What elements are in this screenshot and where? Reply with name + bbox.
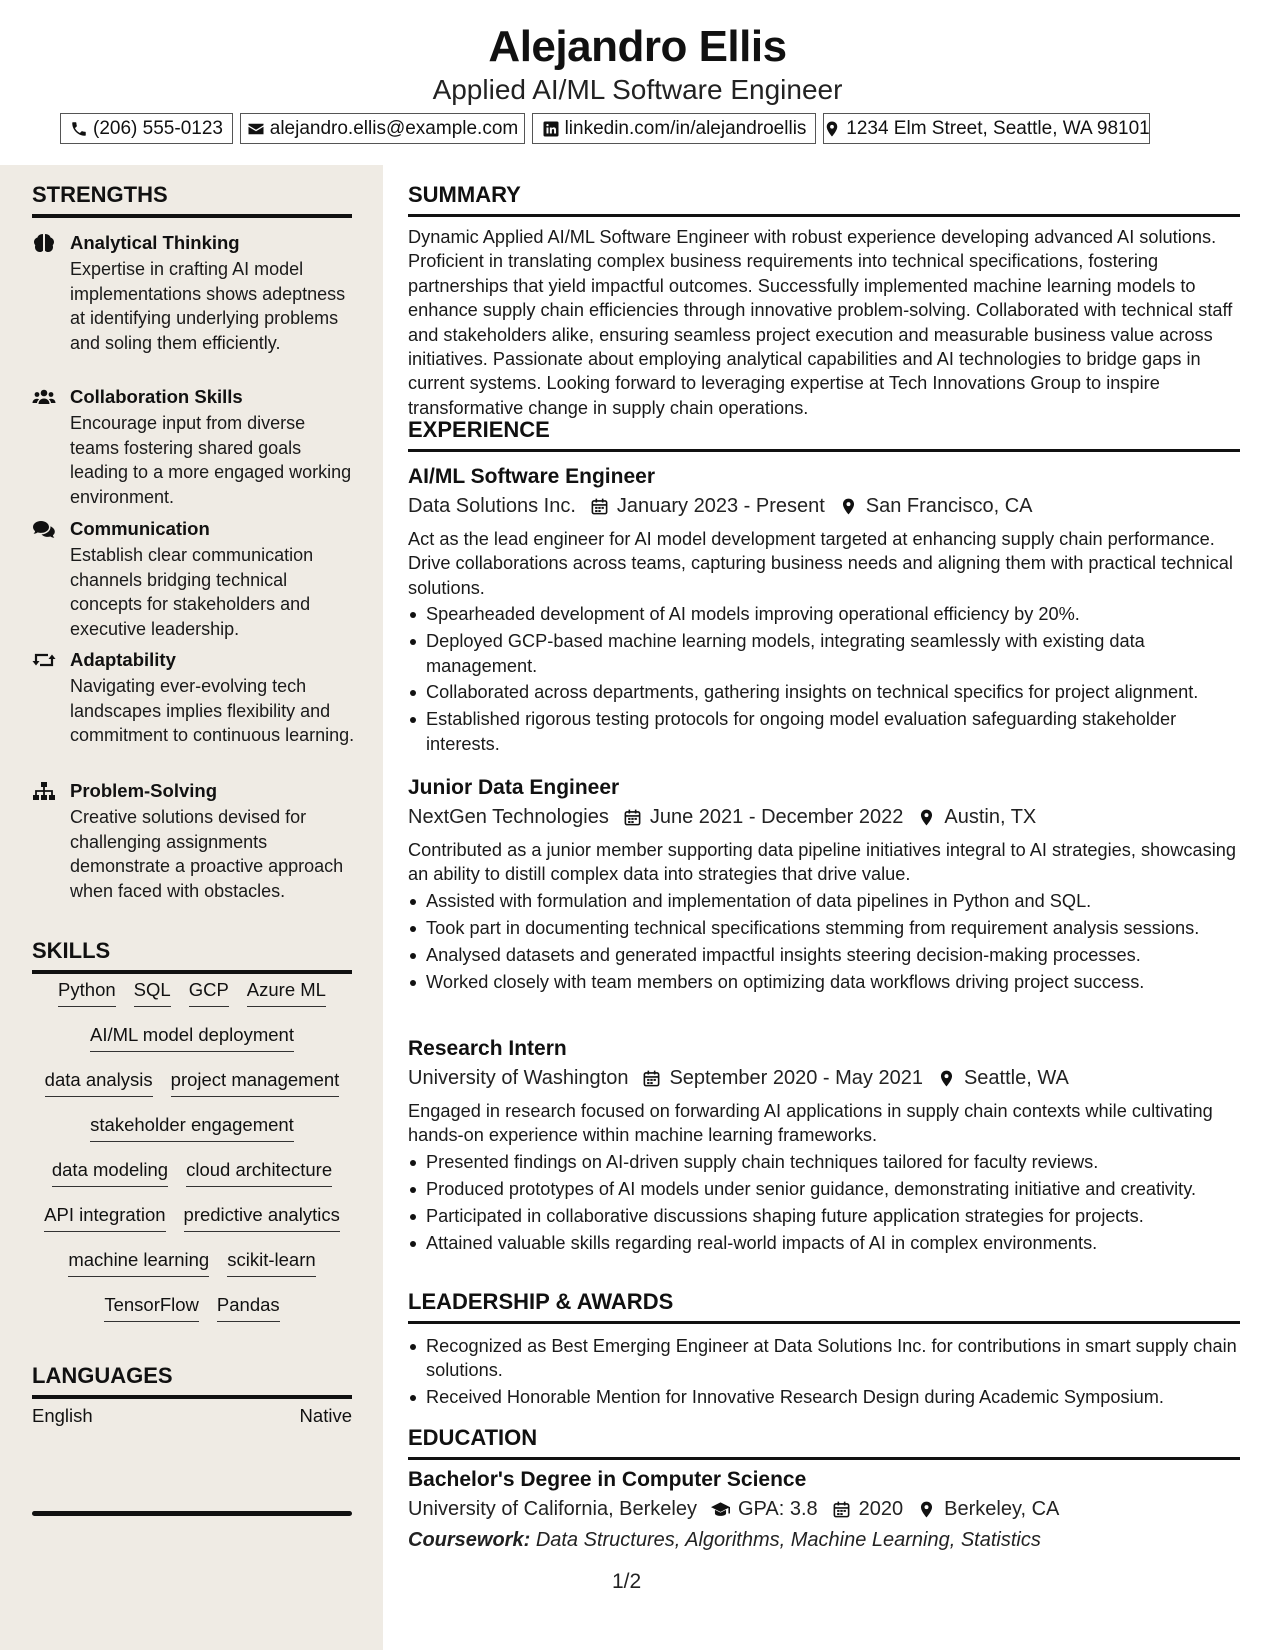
job-location: San Francisco, CA <box>865 495 1033 517</box>
job-meta <box>408 1063 1240 1093</box>
skill-tag: Python <box>58 978 116 1007</box>
skill-tag: project management <box>171 1068 340 1097</box>
sidebar <box>0 165 383 1650</box>
job-location: Seattle, WA <box>963 1067 1069 1089</box>
linkedin-text: linkedin.com/in/alejandroellis <box>564 117 807 139</box>
coursework-list: Data Structures, Algorithms, Machine Learning, Statistics <box>535 1529 1041 1551</box>
education-rule <box>408 1457 1240 1460</box>
map-marker-icon <box>917 808 936 827</box>
skills-section <box>32 936 352 974</box>
skill-tag: data analysis <box>45 1068 153 1097</box>
skill-tag: AI/ML model deployment <box>90 1023 294 1052</box>
job-title: Junior Data Engineer <box>408 776 620 799</box>
contact-phone[interactable] <box>60 113 233 144</box>
award-item: Recognized as Best Emerging Engineer at Data Solutions Inc. for contributions in smart supply chain solutions. <box>408 1334 1240 1383</box>
job-bullet: Attained valuable skills regarding real-world impacts of AI in complex environments. <box>408 1231 1240 1255</box>
job-dates: September 2020 - May 2021 <box>669 1067 923 1089</box>
skills-row <box>32 1113 352 1142</box>
map-marker-icon <box>839 497 858 516</box>
skill-tag: predictive analytics <box>184 1203 340 1232</box>
map-marker-icon <box>937 1069 956 1088</box>
strength-desc: Establish clear communication channels bridging technical concepts for stakeholders and executive leadership. <box>70 545 314 639</box>
strength-item <box>32 517 352 637</box>
job-bullet: Produced prototypes of AI models under senior guidance, demonstrating initiative and creativity. <box>408 1177 1240 1201</box>
job-entry <box>408 463 1240 759</box>
skills-row <box>32 1068 352 1097</box>
job-entry <box>408 774 1240 996</box>
job-company: Data Solutions Inc. <box>408 495 576 517</box>
phone-icon <box>70 120 88 138</box>
awards-section <box>408 1287 1240 1412</box>
education-meta <box>408 1494 1240 1524</box>
job-bullet: Participated in collaborative discussions shaping future application strategies for projects. <box>408 1204 1240 1228</box>
calendar-icon <box>590 497 609 516</box>
strength-desc: Expertise in crafting AI model implementations shows adeptness at identifying underlying problems and soling them efficiently. <box>70 259 346 353</box>
envelope-icon <box>247 120 265 138</box>
degree-title: Bachelor's Degree in Computer Science <box>408 1468 807 1491</box>
languages-rule <box>32 1395 352 1399</box>
job-bullet: Presented findings on AI-driven supply chain techniques tailored for faculty reviews. <box>408 1150 1240 1174</box>
summary-text: Dynamic Applied AI/ML Software Engineer with robust experience developing advanced AI solutions. Proficient in translating complex business requirements into technical specifications, fostering partnerships that yield impactful outcomes. Successfully implemented machine learning models to enhance supply chain efficiencies through innovative problem-solving. Collaborated with technical staff and stakeholders alike, ensuring seamless project execution and measurable business value across initiatives. Passionate about employing analytical capabilities and AI technologies to bridge gaps in current systems. Looking forward to leveraging expertise at Tech Innovations Group to inspire transformative change in supply chain operations. <box>408 227 1233 418</box>
summary-rule <box>408 214 1240 217</box>
job-description: Act as the lead engineer for AI model development targeted at enhancing supply chain performance. Drive collaborations across teams, capturing business needs and aligning them with practical technical solutions. <box>408 529 1233 598</box>
email-text: alejandro.ellis@example.com <box>269 117 519 139</box>
gpa: GPA: 3.8 <box>738 1498 818 1520</box>
strengths-rule <box>32 214 352 218</box>
skill-tag: stakeholder engagement <box>90 1113 294 1142</box>
job-title: AI/ML Software Engineer <box>408 465 655 488</box>
users-icon <box>32 387 56 407</box>
skills-row <box>32 978 352 1007</box>
strength-title: Collaboration Skills <box>70 386 243 407</box>
comments-icon <box>32 519 56 539</box>
school-location: Berkeley, CA <box>944 1498 1060 1520</box>
phone-text: (206) 555-0123 <box>93 117 223 139</box>
skill-tag: SQL <box>134 978 171 1007</box>
awards-rule <box>408 1321 1240 1324</box>
job-bullet: Worked closely with team members on optimizing data workflows driving project success. <box>408 970 1240 994</box>
map-marker-icon <box>823 120 841 138</box>
job-bullet: Deployed GCP-based machine learning models, integrating seamlessly with existing data management. <box>408 629 1240 678</box>
awards-title: LEADERSHIP & AWARDS <box>408 1289 674 1314</box>
job-bullets <box>408 889 1240 994</box>
linkedin-icon <box>542 120 560 138</box>
job-company: NextGen Technologies <box>408 806 609 828</box>
coursework <box>408 1526 1240 1554</box>
job-company: University of Washington <box>408 1067 629 1089</box>
coursework-label: Coursework: <box>408 1529 531 1551</box>
job-bullets <box>408 602 1240 756</box>
languages-title: LANGUAGES <box>32 1363 173 1388</box>
calendar-icon <box>832 1500 851 1519</box>
strengths-title: STRENGTHS <box>32 182 168 207</box>
job-bullet: Spearheaded development of AI models improving operational efficiency by 20%. <box>408 602 1240 626</box>
award-item: Received Honorable Mention for Innovative Research Design during Academic Symposium. <box>408 1385 1240 1409</box>
contact-linkedin[interactable] <box>532 113 816 144</box>
skills-rule <box>32 970 352 974</box>
strength-item <box>32 231 352 371</box>
strength-item <box>32 648 355 768</box>
education-title: EDUCATION <box>408 1425 538 1450</box>
strength-title: Problem-Solving <box>70 780 217 801</box>
strengths-section <box>32 180 352 218</box>
skills-row <box>32 1293 352 1322</box>
skills-row <box>32 1203 352 1232</box>
strength-desc: Creative solutions devised for challenging assignments demonstrate a proactive approach when faced with obstacles. <box>70 807 344 901</box>
contact-address <box>823 113 1150 144</box>
experience-title: EXPERIENCE <box>408 417 550 442</box>
skill-tag: GCP <box>189 978 229 1007</box>
job-title: Research Intern <box>408 1037 567 1060</box>
candidate-role: Applied AI/ML Software Engineer <box>432 74 843 105</box>
skills-row <box>32 1023 352 1052</box>
job-bullet: Established rigorous testing protocols for ongoing model evaluation safeguarding stakeholder interests. <box>408 707 1240 756</box>
language-level-bar <box>32 1511 352 1516</box>
skill-tag: machine learning <box>68 1248 209 1277</box>
skill-tag: Pandas <box>217 1293 280 1322</box>
job-dates: June 2021 - December 2022 <box>649 806 904 828</box>
sitemap-icon <box>32 781 56 801</box>
address-text: 1234 Elm Street, Seattle, WA 98101 <box>846 117 1150 139</box>
brain-icon <box>32 233 56 253</box>
skills-row <box>32 1158 352 1187</box>
skill-tag: TensorFlow <box>104 1293 199 1322</box>
retweet-icon <box>32 650 56 670</box>
job-bullet: Assisted with formulation and implementation of data pipelines in Python and SQL. <box>408 889 1240 913</box>
strength-item <box>32 385 352 505</box>
summary-title: SUMMARY <box>408 182 521 207</box>
education-section <box>408 1423 1240 1554</box>
job-bullets <box>408 1150 1240 1255</box>
contact-bar <box>60 113 1210 145</box>
language-name: English <box>32 1405 93 1426</box>
page-number: 1/2 <box>612 1570 642 1593</box>
contact-email[interactable] <box>240 113 525 144</box>
resume-header <box>0 0 1275 165</box>
strength-item <box>32 779 352 919</box>
map-marker-icon <box>917 1500 936 1519</box>
job-description: Engaged in research focused on forwarding AI applications in supply chain contexts while cultivating hands-on experience within machine learning frameworks. <box>408 1101 1213 1146</box>
graduation-cap-icon <box>711 1500 730 1519</box>
calendar-icon <box>642 1069 661 1088</box>
job-bullet: Analysed datasets and generated impactful insights steering decision-making processes. <box>408 943 1240 967</box>
graduation-year: 2020 <box>858 1498 904 1520</box>
strength-title: Communication <box>70 518 210 539</box>
awards-list <box>408 1334 1240 1410</box>
job-meta <box>408 491 1240 521</box>
summary-section <box>408 180 1240 420</box>
strength-desc: Encourage input from diverse teams fostering shared goals leading to a more engaged working environment. <box>70 413 352 507</box>
job-meta <box>408 802 1240 832</box>
job-bullet: Took part in documenting technical specifications stemming from requirement analysis sessions. <box>408 916 1240 940</box>
candidate-name: Alejandro Ellis <box>488 22 787 71</box>
skills-row <box>32 1248 352 1277</box>
calendar-icon <box>623 808 642 827</box>
experience-rule <box>408 449 1240 452</box>
skill-tag: data modeling <box>52 1158 168 1187</box>
school-name: University of California, Berkeley <box>408 1498 697 1520</box>
job-location: Austin, TX <box>944 806 1037 828</box>
job-bullet: Collaborated across departments, gathering insights on technical specifics for project alignment. <box>408 680 1240 704</box>
skill-tag: scikit-learn <box>227 1248 315 1277</box>
strength-desc: Navigating ever-evolving tech landscapes implies flexibility and commitment to continuous learning. <box>70 676 355 745</box>
languages-section <box>32 1361 352 1399</box>
skills-title: SKILLS <box>32 938 111 963</box>
skill-tag: API integration <box>44 1203 165 1232</box>
job-entry <box>408 1035 1240 1257</box>
language-level: Native <box>299 1405 352 1426</box>
job-description: Contributed as a junior member supporting data pipeline initiatives integral to AI strategies, showcasing an ability to distill complex data into strategies that drive value. <box>408 840 1236 885</box>
experience-section <box>408 415 1240 452</box>
language-item <box>32 1405 352 1431</box>
job-dates: January 2023 - Present <box>616 495 825 517</box>
skill-tag: Azure ML <box>247 978 326 1007</box>
skill-tag: cloud architecture <box>186 1158 332 1187</box>
strength-title: Analytical Thinking <box>70 232 240 253</box>
strength-title: Adaptability <box>70 649 176 670</box>
